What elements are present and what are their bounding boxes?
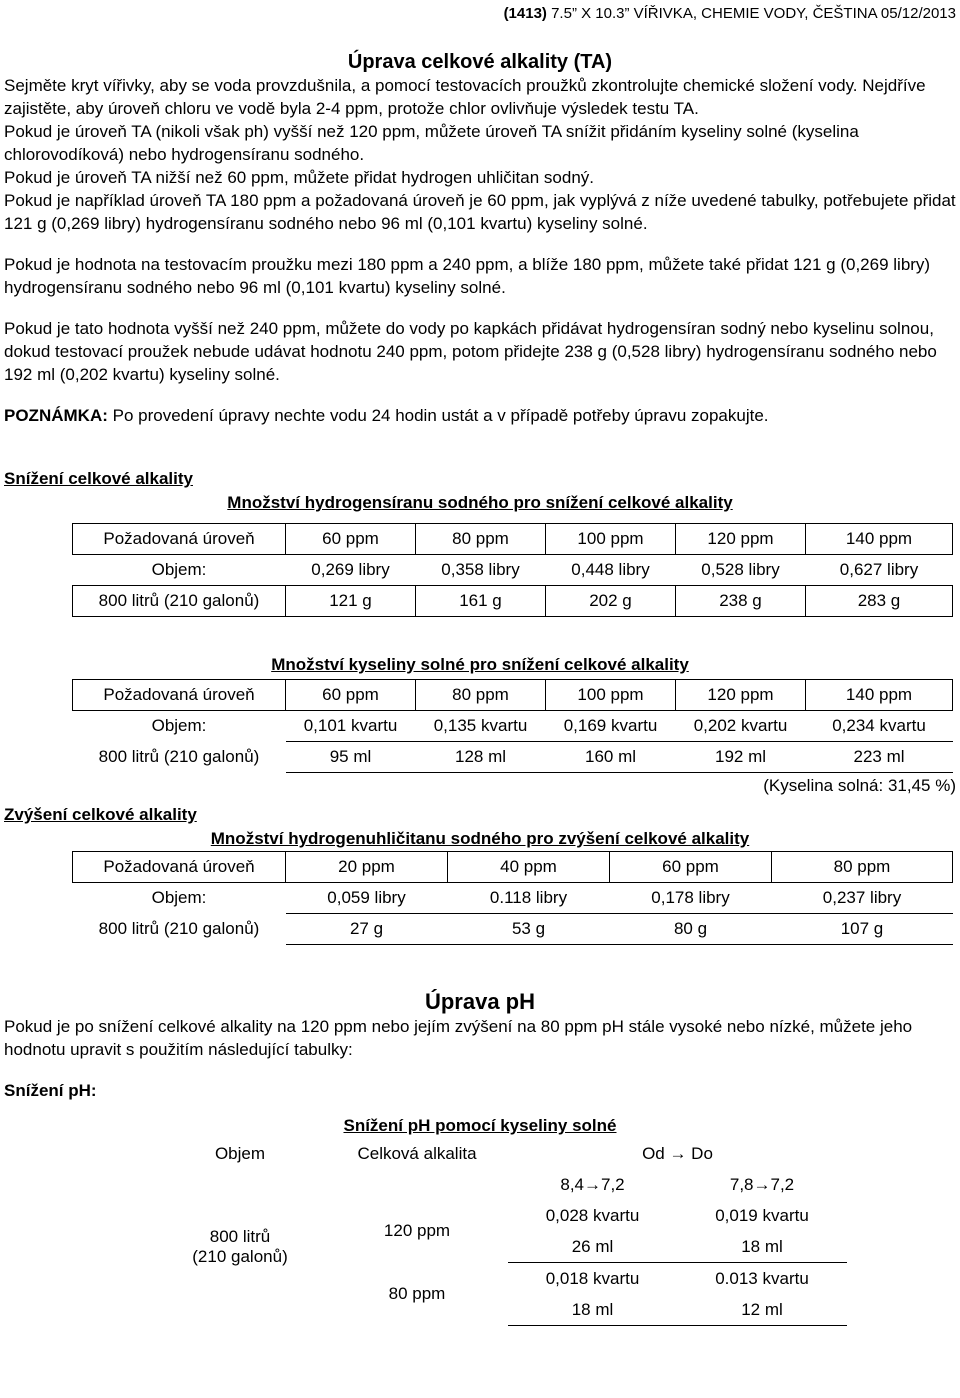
table-ph-reduction [154, 1138, 847, 1326]
page-header [4, 4, 956, 24]
table-cell: Celková alkalita [357, 1143, 477, 1163]
table-cell: 12 ml [677, 1294, 847, 1326]
table-sodium-bicarbonate [72, 851, 953, 945]
table-row [73, 680, 953, 711]
table-cell: 800 litrů (210 galonů) [73, 586, 286, 617]
table-cell: 0.118 libry [448, 883, 610, 914]
table-cell: 18 ml [508, 1294, 677, 1326]
table-cell: 0,028 kvartu [545, 1205, 640, 1225]
table-cell: 0,018 kvartu [545, 1268, 640, 1288]
table1-title: Množství hydrogensíranu sodného pro snížení celkové alkality [227, 493, 733, 512]
table-cell: 140 ppm [806, 680, 953, 711]
table3-title: Množství hydrogenuhličitanu sodného pro zvýšení celkové alkality [210, 829, 750, 848]
table-cell: Objem: [151, 888, 207, 908]
table-cell: 26 ml [508, 1231, 677, 1263]
document-page [4, 0, 956, 1326]
table-cell: 0,627 libry [806, 555, 953, 586]
table-cell: 27 g [286, 914, 448, 945]
volume-gallons: (210 galonů) [192, 1247, 288, 1267]
table-cell: 192 ml [676, 742, 806, 773]
note-label: POZNÁMKA: [4, 406, 108, 425]
table-cell: 0,135 kvartu [416, 711, 546, 742]
table-cell: 80 ppm [772, 852, 953, 883]
table-row [73, 586, 953, 617]
table-cell: 80 ppm [416, 680, 546, 711]
table2-title: Množství kyseliny solné pro snížení celkové alkality [271, 655, 689, 674]
table-cell [154, 1169, 326, 1326]
ta-title: Úprava celkové alkality (TA) [347, 51, 613, 73]
table-cell: Od → Do [642, 1143, 713, 1163]
table-cell: 40 ppm [448, 852, 610, 883]
table-cell: Objem: [151, 560, 207, 579]
table-row [73, 555, 953, 586]
table-cell: 0,178 libry [610, 883, 772, 914]
increase-heading: Zvýšení celkové alkality [4, 805, 197, 824]
table-cell: 0,237 libry [772, 883, 953, 914]
table-cell: 128 ml [416, 742, 546, 773]
table-cell: Objem [214, 1143, 266, 1163]
ph-paragraph: Pokud je po snížení celkové alkality na 120 ppm nebo jejím zvýšení na 80 ppm pH stále vysoké nebo nízké, můžete jeho hodnotu upravit s použitím následující tabulky: [4, 1017, 913, 1059]
table-cell: 100 ppm [546, 680, 676, 711]
table-cell: 800 litrů (210 galonů) [98, 747, 260, 766]
table-cell: 53 g [448, 914, 610, 945]
ph-table-title: Snížení pH pomocí kyseliny solné [343, 1116, 617, 1135]
table-cell: 0,059 libry [286, 883, 448, 914]
ta-note [4, 404, 956, 427]
table-row [154, 1138, 847, 1169]
lower-ph-heading: Snížení pH: [4, 1081, 97, 1100]
table-cell: 120 ppm [676, 524, 806, 555]
table-row [73, 524, 953, 555]
table-cell: 0,448 libry [546, 555, 676, 586]
table-cell: 800 litrů (210 galonů) [98, 919, 260, 938]
table-cell: 223 ml [806, 742, 953, 773]
table-cell: 20 ppm [286, 852, 448, 883]
table-cell: Požadovaná úroveň [73, 680, 286, 711]
table-cell [326, 1169, 508, 1200]
table-cell: 107 g [772, 914, 953, 945]
table-cell: 0,202 kvartu [676, 711, 806, 742]
ta-paragraph-4: Pokud je například úroveň TA 180 ppm a požadovaná úroveň je 60 ppm, jak vyplývá z níže uvedené tabulky, potřebujete přidat 121 g (0,269 libry) hydrogensíranu sodného nebo 96 ml (0,101 kvartu) kyseliny solné. [4, 191, 956, 233]
ta-paragraph-6: Pokud je tato hodnota vyšší než 240 ppm, můžete do vody po kapkách přidávat hydrogensíran sodný nebo kyselinu solnou, dokud testovací proužek nebude udávat hodnotu 240 ppm, potom přidejte 238 g (0,528 libry) hydrogensíranu sodného nebo 192 ml (0,202 kvartu) kyseliny solné. [4, 319, 937, 384]
table-cell: 80 ppm [416, 524, 546, 555]
table-cell: 7,8→7,2 [729, 1174, 795, 1194]
table-cell: 140 ppm [806, 524, 953, 555]
table-row [73, 711, 953, 742]
table-cell: 0,234 kvartu [806, 711, 953, 742]
table-cell: 8,4→7,2 [560, 1174, 625, 1194]
table-cell: 238 g [676, 586, 806, 617]
table-row [73, 852, 953, 883]
table-row [73, 914, 953, 945]
table-cell: 60 ppm [610, 852, 772, 883]
note-text: Po provedení úpravy nechte vodu 24 hodin ustát a v případě potřeby úpravu zopakujte. [107, 406, 769, 425]
table-cell: 100 ppm [546, 524, 676, 555]
acid-concentration-note: (Kyselina solná: 31,45 %) [763, 776, 956, 795]
reduce-heading: Snížení celkové alkality [4, 469, 193, 488]
header-code: (1413) [503, 5, 547, 22]
table-cell: 0,269 libry [286, 555, 416, 586]
volume-litres: 800 litrů [209, 1227, 271, 1247]
table-cell: 0.013 kvartu [715, 1268, 809, 1288]
table-cell: 0,528 libry [676, 555, 806, 586]
ta-paragraph-1: Sejměte kryt vířivky, aby se voda provzdušnila, a pomocí testovacích proužků zkontrolujte chemické složení vody. Nejdříve zajistěte, aby úroveň chloru ve vodě byla 2-4 ppm, protože chlor ovlivňuje výsledek testu TA. [4, 76, 926, 118]
table-cell: 0,358 libry [416, 555, 546, 586]
table-cell: Požadovaná úroveň [73, 852, 286, 883]
table-cell: 0,019 kvartu [715, 1205, 809, 1225]
table-cell: 120 ppm [383, 1221, 451, 1241]
ta-paragraph-5: Pokud je hodnota na testovacím proužku mezi 180 ppm a 240 ppm, a blíže 180 ppm, můžete také přidat 121 g (0,269 libry) hydrogensíranu sodného nebo 96 ml (0,101 kvartu) kyseliny solné. [4, 255, 931, 297]
ph-title: Úprava pH [424, 989, 536, 1014]
table-cell: 60 ppm [286, 680, 416, 711]
table-cell: 60 ppm [286, 524, 416, 555]
table-cell: 161 g [416, 586, 546, 617]
table-cell: 80 ppm [388, 1284, 446, 1303]
table-cell: Požadovaná úroveň [73, 524, 286, 555]
table-cell: Objem: [151, 716, 207, 736]
table-cell: 120 ppm [676, 680, 806, 711]
table-row [73, 742, 953, 773]
table-sodium-bisulfate [72, 523, 953, 617]
ta-paragraph-2: Pokud je úroveň TA (nikoli však ph) vyšší než 120 ppm, můžete úroveň TA snížit přidáním kyseliny solné (kyselina chlorovodíková) nebo hydrogensíranu sodného. [4, 122, 859, 164]
table-cell: 18 ml [677, 1231, 847, 1263]
table-hydrochloric-acid [72, 679, 953, 773]
table-cell: 202 g [546, 586, 676, 617]
table-cell: 0,169 kvartu [546, 711, 676, 742]
table-row [154, 1169, 847, 1200]
table-cell: 160 ml [546, 742, 676, 773]
table-cell: 121 g [286, 586, 416, 617]
ta-paragraph-3: Pokud je úroveň TA nižší než 60 ppm, můžete přidat hydrogen uhličitan sodný. [4, 168, 594, 187]
table-row [73, 883, 953, 914]
table-cell: 0,101 kvartu [286, 711, 416, 742]
table-cell: 95 ml [286, 742, 416, 773]
table-cell: 283 g [806, 586, 953, 617]
table-cell: 80 g [610, 914, 772, 945]
header-text: 7.5” X 10.3” VÍŘIVKA, CHEMIE VODY, ČEŠTINA 05/12/2013 [546, 5, 956, 22]
